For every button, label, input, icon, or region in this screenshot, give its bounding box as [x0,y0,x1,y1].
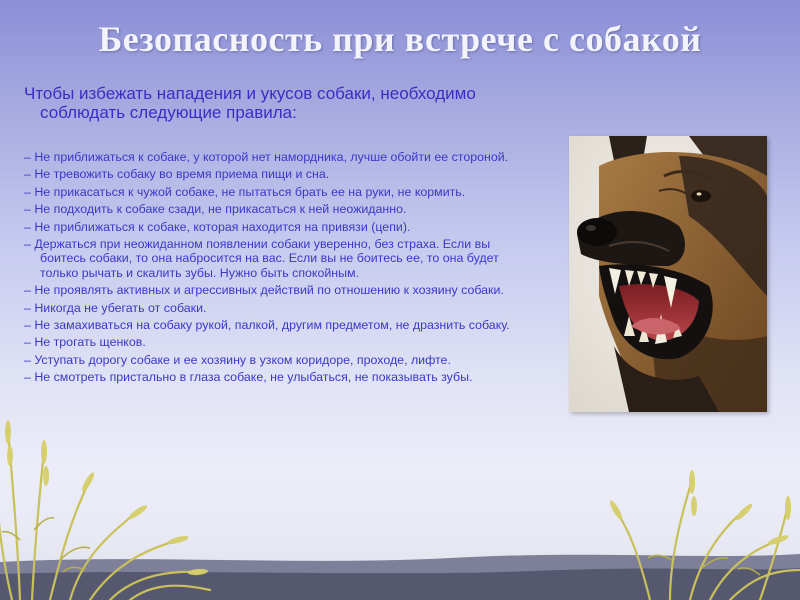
rule-item: – Держаться при неожиданном появлении собаки уверенно, без страха. Если вы боитесь собаки, то она набросится на вас. Если вы не боитесь ее, то она будет только рычать и скалить зубы. Нужно быть спокойным. [24,237,499,280]
ground-strip [0,540,800,600]
rule-item: – Уступать дорогу собаке и ее хозяину в узком коридоре, проходе, лифте. [24,352,451,367]
rule-item: – Не смотреть пристально в глаза собаке, не улыбаться, не показывать зубы. [24,370,473,385]
rule-item: – Никогда не убегать от собаки. [24,300,207,315]
rules-list [24,150,524,388]
slide-title: Безопасность при встрече с собакой [98,19,702,59]
rule-item: – Не трогать щенков. [24,335,146,350]
rule-item: – Не тревожить собаку во время приема пищи и сна. [24,167,330,182]
rule-item: – Не проявлять активных и агрессивных действий по отношению к хозяину собаки. [24,283,504,298]
intro-text: Чтобы избежать нападения и укусов собаки, необходимо соблюдать следующие правила: [24,84,476,122]
rule-item: – Не прикасаться к чужой собаке, не пытаться брать ее на руки, не кормить. [24,184,466,199]
rule-item: – Не приближаться к собаке, у которой нет намордника, лучше обойти ее стороной. [24,150,509,164]
snarling-dog-photo [569,136,767,412]
rule-item: – Не приближаться к собаке, которая находится на привязи (цепи). [24,219,411,234]
rule-item: – Не замахиваться на собаку рукой, палкой, другим предметом, не дразнить собаку. [24,318,510,333]
rule-item: – Не подходить к собаке сзади, не прикасаться к ней неожиданно. [24,202,407,217]
